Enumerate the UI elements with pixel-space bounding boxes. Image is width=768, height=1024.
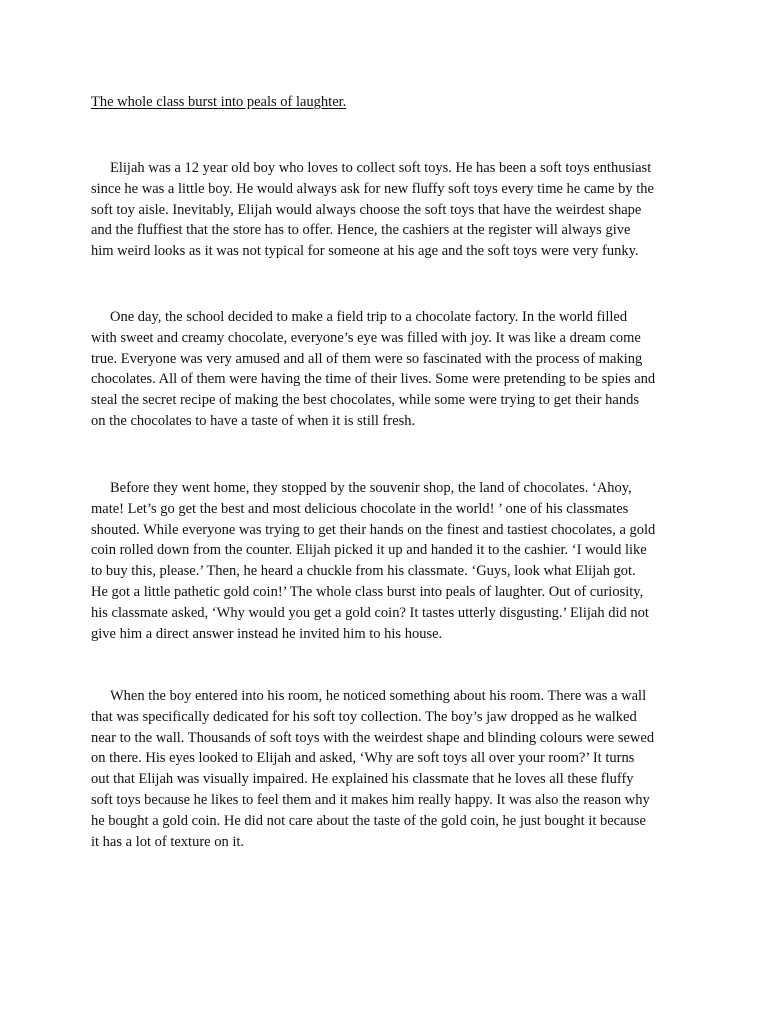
text-line: Before they went home, they stopped by the souvenir shop, the land of chocolates. ‘Ahoy, — [110, 480, 632, 496]
text-line: Elijah was a 12 year old boy who loves to collect soft toys. He has been a soft toys enthusiast — [110, 160, 652, 176]
text-line: he bought a gold coin. He did not care about the taste of the gold coin, he just bought it because — [91, 812, 646, 829]
text-line: with sweet and creamy chocolate, everyone’s eye was filled with joy. It was like a dream come — [91, 329, 641, 346]
text-line: it has a lot of texture on it. — [91, 833, 245, 850]
text-line: on the chocolates to have a taste of when it is still fresh. — [91, 412, 416, 429]
paragraph — [91, 158, 711, 262]
text-line: to buy this, please.’ Then, he heard a chuckle from his classmate. ‘Guys, look what Elijah got. — [91, 563, 636, 580]
text-line: One day, the school decided to make a field trip to a chocolate factory. In the world filled — [110, 309, 628, 325]
text-line: He got a little pathetic gold coin!’ The whole class burst into peals of laughter. Out of curiosity, — [91, 583, 644, 600]
paragraph — [91, 686, 711, 852]
text-line: his classmate asked, ‘Why would you get a gold coin? It tastes utterly disgusting.’ Elijah did not — [91, 604, 649, 621]
text-line: steal the secret recipe of making the best chocolates, while some were trying to get their hands — [91, 392, 639, 409]
text-line: soft toys because he likes to feel them and it makes him really happy. It was also the reason why — [91, 791, 650, 808]
paragraph — [91, 478, 711, 644]
text-line: that was specifically dedicated for his soft toy collection. The boy’s jaw dropped as he walked — [91, 708, 637, 725]
text-line: him weird looks as it was not typical for someone at his age and the soft toys were very funky. — [91, 243, 639, 260]
text-line: out that Elijah was visually impaired. He explained his classmate that he loves all these fluffy — [91, 771, 634, 788]
text-line: on there. His eyes looked to Elijah and asked, ‘Why are soft toys all over your room?’ It turns — [91, 750, 635, 767]
paragraph — [91, 307, 711, 432]
text-line: coin rolled down from the counter. Elijah picked it up and handed it to the cashier. ‘I would like — [91, 542, 647, 559]
text-line: When the boy entered into his room, he noticed something about his room. There was a wall — [110, 688, 647, 704]
text-line: true. Everyone was very amused and all of them were so fascinated with the process of making — [91, 350, 643, 367]
text-line: give him a direct answer instead he invited him to his house. — [91, 625, 443, 642]
text-line: chocolates. All of them were having the time of their lives. Some were pretending to be spies and — [91, 371, 656, 388]
text-line: near to the wall. Thousands of soft toys with the weirdest shape and blinding colours were sewed — [91, 729, 655, 746]
text-line: mate! Let’s go get the best and most delicious chocolate in the world! ’ one of his classmates — [91, 500, 629, 517]
text-line: since he was a little boy. He would always ask for new fluffy soft toys every time he came by the — [91, 180, 654, 197]
text-line: soft toy aisle. Inevitably, Elijah would always choose the soft toys that have the weirdest shape — [91, 201, 642, 218]
text-line: shouted. While everyone was trying to get their hands on the finest and tastiest chocolates, a gold — [91, 521, 656, 538]
story-title: The whole class burst into peals of laughter. — [91, 94, 347, 110]
text-line: and the fluffiest that the store has to offer. Hence, the cashiers at the register will always give — [91, 222, 631, 239]
